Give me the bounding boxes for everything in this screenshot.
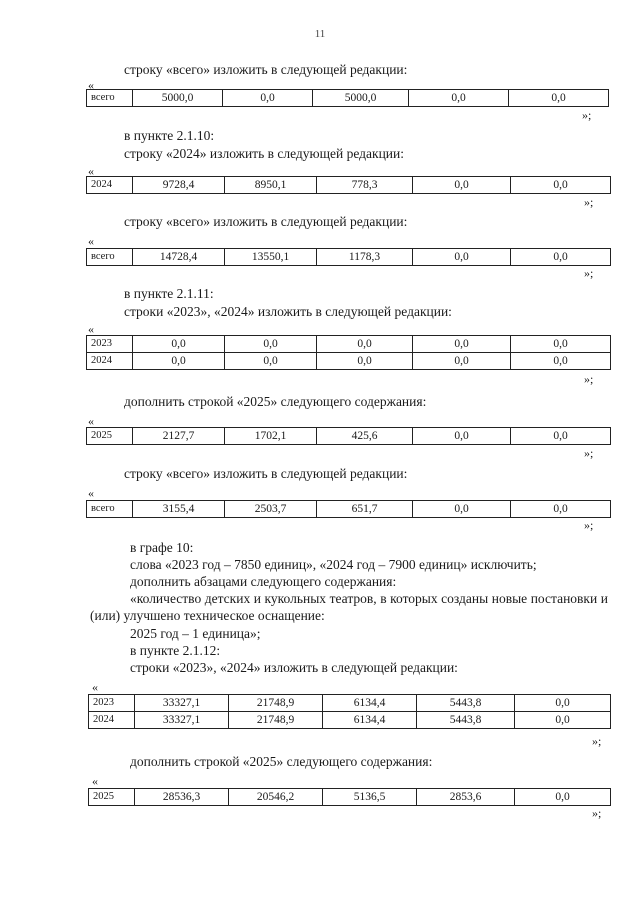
table-row [87,428,611,445]
instruction-line: строку «всего» изложить в следующей редакции: [124,466,408,481]
table-row [89,712,611,729]
table-cell: 9728,4 [133,177,225,194]
table-cell: 2853,6 [417,789,515,806]
row-label: 2024 [87,353,133,370]
table-cell: 0,0 [133,336,225,353]
table-cell: 651,7 [317,501,413,518]
data-table [88,694,611,729]
row-label: 2023 [87,336,133,353]
instruction-line: в пункте 2.1.10: [124,128,215,143]
table-cell: 0,0 [223,90,313,107]
open-quote: « [88,234,94,248]
close-mark: »; [584,266,594,280]
table-cell: 33327,1 [135,712,229,729]
instruction-line: 2025 год – 1 единица»; [130,626,261,641]
close-mark: »; [592,806,602,820]
inserted-paragraph: «количество детских и кукольных театров, в которых созданы новые постановки и (или) улучшено техническое оснащение: [90,591,608,623]
table-cell: 0,0 [317,353,413,370]
table-cell: 1702,1 [225,428,317,445]
data-table [86,427,611,445]
open-quote: « [88,322,94,336]
open-quote: « [92,774,98,788]
table-cell: 0,0 [511,177,611,194]
table-cell: 0,0 [409,90,509,107]
table-cell: 0,0 [511,249,611,266]
table-cell: 2127,7 [133,428,225,445]
close-mark: »; [582,108,592,122]
table-cell: 0,0 [133,353,225,370]
table-cell: 0,0 [511,336,611,353]
table-cell: 0,0 [511,428,611,445]
table-cell: 28536,3 [135,789,229,806]
table-row [87,177,611,194]
open-quote: « [88,414,94,428]
table-row [87,501,611,518]
data-table [88,788,611,806]
instruction-line: слова «2023 год – 7850 единиц», «2024 год – 7900 единиц» исключить; [130,557,537,572]
instruction-line: строки «2023», «2024» изложить в следующей редакции: [130,660,458,675]
table-cell: 0,0 [515,695,611,712]
instruction-line: строку «2024» изложить в следующей редакции: [124,146,405,161]
table-cell: 6134,4 [323,712,417,729]
table-cell: 0,0 [225,336,317,353]
table-row [87,353,611,370]
table-cell: 1178,3 [317,249,413,266]
instruction-line: строки «2023», «2024» изложить в следующей редакции: [124,304,452,319]
table-cell: 0,0 [413,177,511,194]
table-cell: 20546,2 [229,789,323,806]
table-row [87,249,611,266]
table-cell: 5000,0 [313,90,409,107]
table-cell: 0,0 [413,353,511,370]
row-label: 2024 [87,177,133,194]
data-table [86,176,611,194]
table-cell: 5443,8 [417,695,515,712]
instruction-line: дополнить строкой «2025» следующего содержания: [124,394,427,409]
table-cell: 8950,1 [225,177,317,194]
instruction-line: в пункте 2.1.11: [124,286,214,301]
table-cell: 0,0 [317,336,413,353]
instruction-line: в графе 10: [130,540,194,555]
table-cell: 0,0 [515,789,611,806]
table-cell: 14728,4 [133,249,225,266]
table-cell: 425,6 [317,428,413,445]
table-cell: 6134,4 [323,695,417,712]
instruction-line: дополнить абзацами следующего содержания: [130,574,397,589]
table-cell: 0,0 [413,249,511,266]
table-row [87,336,611,353]
close-mark: »; [584,372,594,386]
instruction-line: дополнить строкой «2025» следующего содержания: [130,754,433,769]
table-cell: 0,0 [225,353,317,370]
instruction-line: в пункте 2.1.12: [130,643,221,658]
row-label: всего [87,249,133,266]
page-number: 11 [314,28,326,40]
close-mark: »; [584,518,594,532]
data-table [86,500,611,518]
open-quote: « [88,78,94,92]
close-mark: »; [584,446,594,460]
instruction-line: строку «всего» изложить в следующей редакции: [124,214,408,229]
table-cell: 0,0 [515,712,611,729]
data-table [86,335,611,370]
open-quote: « [92,680,98,694]
data-table [86,89,609,107]
table-cell: 778,3 [317,177,413,194]
table-cell: 2503,7 [225,501,317,518]
table-cell: 33327,1 [135,695,229,712]
table-row [87,90,609,107]
row-label: всего [87,90,133,107]
instruction-line: строку «всего» изложить в следующей редакции: [124,62,408,77]
table-row [89,695,611,712]
table-cell: 0,0 [511,501,611,518]
table-cell: 0,0 [413,336,511,353]
table-cell: 21748,9 [229,695,323,712]
row-label: 2024 [89,712,135,729]
table-cell: 3155,4 [133,501,225,518]
row-label: 2023 [89,695,135,712]
table-cell: 0,0 [511,353,611,370]
table-cell: 13550,1 [225,249,317,266]
table-cell: 5136,5 [323,789,417,806]
table-row [89,789,611,806]
data-table [86,248,611,266]
table-cell: 5443,8 [417,712,515,729]
table-cell: 21748,9 [229,712,323,729]
table-cell: 0,0 [413,428,511,445]
row-label: 2025 [89,789,135,806]
open-quote: « [88,486,94,500]
table-cell: 5000,0 [133,90,223,107]
open-quote: « [88,164,94,178]
close-mark: »; [584,195,594,209]
close-mark: »; [592,734,602,748]
row-label: всего [87,501,133,518]
row-label: 2025 [87,428,133,445]
table-cell: 0,0 [413,501,511,518]
table-cell: 0,0 [509,90,609,107]
